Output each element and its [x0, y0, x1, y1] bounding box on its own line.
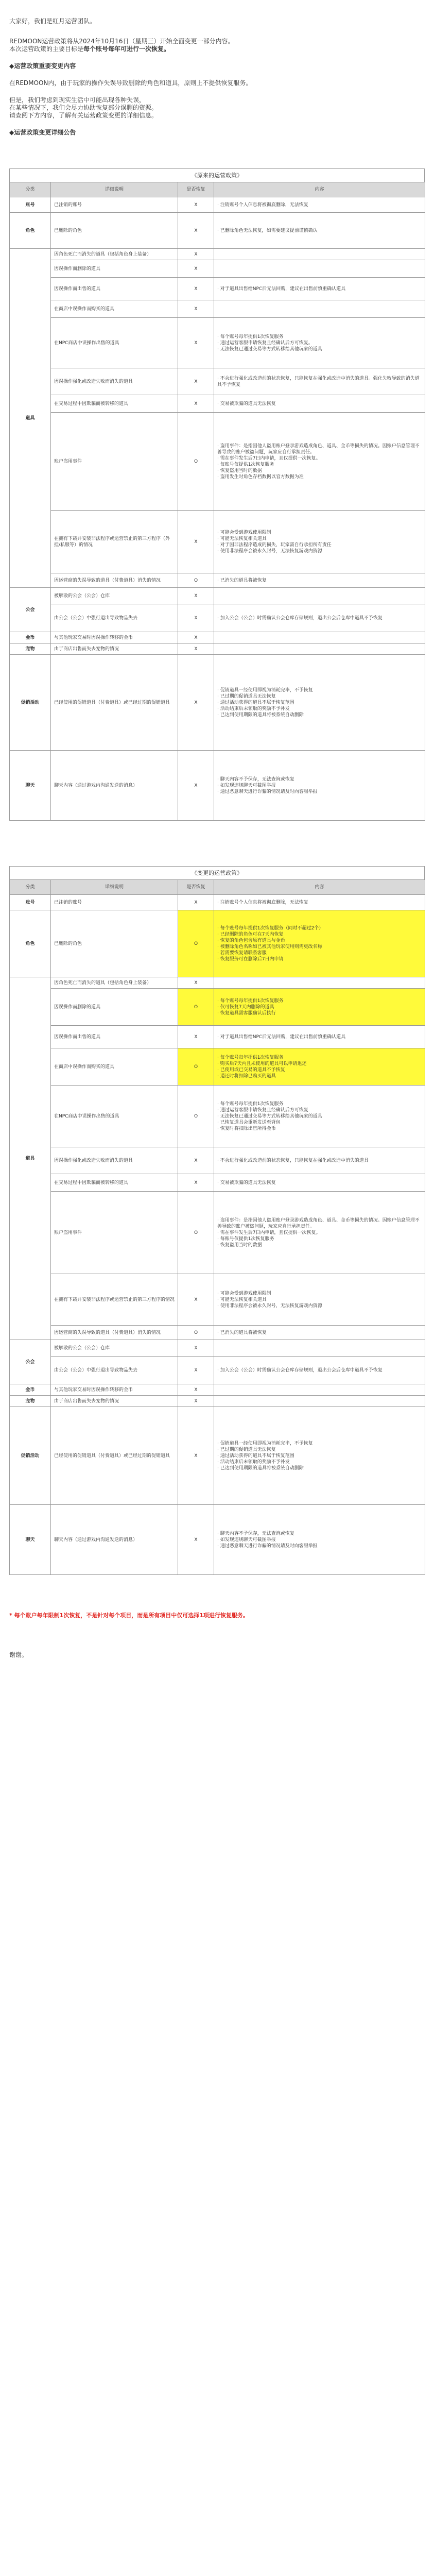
content-cell [214, 588, 425, 604]
content-cell: · 不会进行强化或改造前的状态恢复，只能恢复在强化或改造中消失的道具 [214, 1147, 425, 1174]
possible-cell: X [178, 1407, 214, 1505]
possible-cell: X [178, 632, 214, 643]
table-row [10, 1505, 425, 1575]
detail-cell: 因误操作而出售的道具 [51, 1026, 178, 1048]
table-row [10, 395, 425, 413]
detail-cell: 由公会（公会）中强行退出导致物品失去 [51, 1357, 178, 1384]
detail-cell: 因误操作而删除的道具 [51, 989, 178, 1026]
category-cell: 公会 [10, 588, 51, 632]
detail-cell: 在拥有下载并安装非法程序或运营禁止的第三方程序（外挂/私服等）的情况 [51, 511, 178, 573]
detail-cell: 因运营商的失误导致的道具（付费道具）消失的情况 [51, 1326, 178, 1340]
possible-cell: X [178, 395, 214, 413]
table-row [10, 895, 425, 910]
category-cell: 角色 [10, 213, 51, 249]
detail-cell: 在NPC商店中误操作出售的道具 [51, 1086, 178, 1147]
footer-note: * 每个账户每年限制1次恢复，不是针对每个项目，而是所有项目中仅可选择1项进行恢复服务。 [9, 1612, 249, 1619]
possible-cell: O [178, 413, 214, 511]
content-cell [214, 643, 425, 655]
possible-cell: X [178, 318, 214, 368]
table-row [10, 249, 425, 260]
content-cell [214, 632, 425, 643]
possible-cell: X [178, 249, 214, 260]
table-row [10, 318, 425, 368]
table-row [10, 1326, 425, 1340]
intro-line-2-bold: 每个账号每年可进行一次恢复。 [83, 45, 170, 53]
table-row [10, 1407, 425, 1505]
possible-cell: X [178, 260, 214, 278]
table-row [10, 1147, 425, 1174]
possible-cell: O [178, 989, 214, 1026]
table-row [10, 1192, 425, 1274]
possible-cell: X [178, 977, 214, 989]
table-row [10, 197, 425, 213]
table-row [10, 1026, 425, 1048]
detail-cell: 已注销的账号 [51, 895, 178, 910]
category-cell: 聊天 [10, 751, 51, 821]
table-header-row [10, 182, 425, 197]
detail-cell: 因误操作而删除的道具 [51, 260, 178, 278]
content-cell: · 每个账号每年提供1次恢复服务（同时不超过2个） · 已经删除的角色可在7天内恢复 · 恢复的角色包含原有道具与金币 · 被删除角色名称如已被其他玩家使用则需更改名称 · 若需要恢复请联系客服 · 恢复服务可在删除后7日内申请 [214, 910, 425, 977]
col-content: 内容 [214, 182, 425, 197]
possible-cell: X [178, 1174, 214, 1192]
detail-cell: 在商店中误操作而购买的道具 [51, 300, 178, 318]
detail-cell: 账户盗用事件 [51, 1192, 178, 1274]
content-cell: · 加入公会（公会）时需确认公会仓库存储规则，退出公会后仓库中道具不予恢复 [214, 1357, 425, 1384]
possible-cell: X [178, 604, 214, 632]
col-possible: 是否恢复 [178, 182, 214, 197]
col-content: 内容 [214, 880, 425, 895]
content-cell: · 交易被欺骗的道具无法恢复 [214, 395, 425, 413]
intro-line-2-a: 本次运营政策的主要目标是 [9, 45, 84, 53]
table-row [10, 655, 425, 751]
table-row [10, 588, 425, 604]
table-row [10, 1340, 425, 1357]
detail-cell: 在交易过程中因欺骗而被转移的道具 [51, 1174, 178, 1192]
possible-cell: X [178, 213, 214, 249]
new-policy-table [9, 879, 425, 1575]
content-cell: · 每个账号每年提供1次恢复服务 · 通过运营客服申请恢复且经确认后方可恢复。 · 无法恢复已通过交易等方式转移给其他玩家的道具 [214, 318, 425, 368]
category-cell: 聊天 [10, 1505, 51, 1575]
new-policy-caption: 《变更的运营政策》 [9, 866, 425, 879]
table-row [10, 368, 425, 395]
category-cell: 道具 [10, 977, 51, 1340]
detail-cell: 与其他玩家交易时因误操作转移的金币 [51, 1384, 178, 1396]
possible-cell: X [178, 588, 214, 604]
table-row [10, 1086, 425, 1147]
possible-cell: O [178, 573, 214, 588]
table-row [10, 1274, 425, 1326]
content-cell [214, 260, 425, 278]
intro-section [0, 0, 434, 137]
detail-cell: 在交易过程中因欺骗而被转移的道具 [51, 395, 178, 413]
col-detail: 详细说明 [51, 880, 178, 895]
possible-cell: X [178, 655, 214, 751]
table-row [10, 213, 425, 249]
possible-cell: X [178, 1384, 214, 1396]
heading-important-changes: ◆运营政策重要变更内容 [9, 62, 76, 70]
detail-cell: 在NPC商店中误操作出售的道具 [51, 318, 178, 368]
table-row [10, 260, 425, 278]
content-cell: · 每个账号每年提供1次恢复服务 · 仅可恢复7天内删除的道具 · 恢复道具需客服确认后执行 [214, 989, 425, 1026]
col-detail: 详细说明 [51, 182, 178, 197]
content-cell: · 盗用事件：是指因他人盗用账户登录游戏造成角色、道具、金币等损失的情况。因账户信息管理不善导致的账户被盗问题，玩家应自行承担责任。 · 需在事件发生后7日内申请，且仅提供一次恢复。 · 每账号仅提供1次恢复服务 · 恢复盗用当时的数据 · 盗用发生时角色存档数据以官方数据为准 [214, 413, 425, 511]
footer-thanks: 谢谢。 [9, 1651, 28, 1658]
table-row [10, 1396, 425, 1407]
table-row [10, 1174, 425, 1192]
content-cell: · 每个账号每年提供1次恢复服务 · 购买后7天内且未使用的道具可以申请退还 · 已使用或已交易的道具不予恢复 · 退还时将扣除已购买的道具 [214, 1048, 425, 1086]
possible-cell: X [178, 1340, 214, 1357]
possible-cell: X [178, 511, 214, 573]
detail-cell: 已经使用的促销道具（付费道具）或已经过期的促销道具 [51, 655, 178, 751]
content-cell: · 交易被欺骗的道具无法恢复 [214, 1174, 425, 1192]
content-cell [214, 300, 425, 318]
possible-cell: O [178, 910, 214, 977]
possible-cell: X [178, 643, 214, 655]
content-cell: · 盗用事件：是指因他人盗用账户登录游戏造成角色、道具、金币等损失的情况。因账户信息管理不善导致的账户被盗问题，玩家应自行承担责任。 · 需在事件发生后7日内申请，且仅提供一次恢复。 · 每账号仅提供1次恢复服务 · 恢复盗用当时的数据 [214, 1192, 425, 1274]
table-row [10, 1048, 425, 1086]
category-cell: 金币 [10, 1384, 51, 1396]
table-row [10, 604, 425, 632]
detail-cell: 被解散的公会（公会）仓库 [51, 588, 178, 604]
detail-cell: 由于商店出售而失去宠物的情况 [51, 1396, 178, 1407]
detail-cell: 聊天内容（通过游戏内沟通发送的消息） [51, 751, 178, 821]
content-cell: · 促销道具一经使用即视为消耗完毕，不予恢复 · 已过期的促销道具无法恢复 · 通过活动获得的道具不属于恢复范围 · 活动结束后未领取的奖励不予补发 · 已达到使用期限的道具将被系统自动删除 [214, 1407, 425, 1505]
table-row [10, 1357, 425, 1384]
possible-cell: X [178, 751, 214, 821]
possible-cell: X [178, 1147, 214, 1174]
detail-cell: 因误操作强化或改造失败而消失的道具 [51, 1147, 178, 1174]
possible-cell: X [178, 197, 214, 213]
category-cell: 宠物 [10, 1396, 51, 1407]
category-cell: 角色 [10, 910, 51, 977]
table-row [10, 573, 425, 588]
possible-cell: O [178, 1086, 214, 1147]
possible-cell: X [178, 1505, 214, 1575]
content-cell [214, 977, 425, 989]
possible-cell: X [178, 368, 214, 395]
possible-cell: O [178, 1192, 214, 1274]
intro-line-2 [9, 45, 425, 53]
greeting: 大家好，我们是红月运营团队。 [9, 18, 96, 25]
possible-cell: X [178, 1357, 214, 1384]
table-row [10, 300, 425, 318]
detail-cell: 因角色死亡而消失的道具（包括角色身上装备） [51, 249, 178, 260]
content-cell: · 聊天内容不予保存，无法查询或恢复 · 如发现违规聊天可截图举报 · 通过恶意聊天进行诈骗的情况请及时向客服举报 [214, 751, 425, 821]
category-cell: 道具 [10, 249, 51, 588]
table-row [10, 278, 425, 300]
col-category: 分类 [10, 182, 51, 197]
content-cell: · 已删除角色无法恢复，如需要建议提前谨慎确认 [214, 213, 425, 249]
category-cell: 账号 [10, 895, 51, 910]
detail-cell: 已经使用的促销道具（付费道具）或已经过期的促销道具 [51, 1407, 178, 1505]
detail-cell: 已删除的角色 [51, 213, 178, 249]
table-row [10, 1384, 425, 1396]
detail-cell: 因运营商的失误导致的道具（付费道具）消失的情况 [51, 573, 178, 588]
content-cell: · 已消失的道具将被恢复 [214, 573, 425, 588]
old-policy-table [9, 182, 425, 821]
category-cell: 宠物 [10, 643, 51, 655]
content-cell [214, 249, 425, 260]
possible-cell: O [178, 1326, 214, 1340]
table-header-row [10, 880, 425, 895]
category-cell: 金币 [10, 632, 51, 643]
table-row [10, 511, 425, 573]
intro-para-1: 在REDMOON内，由于玩家的操作失误导致删除的角色和道具，原则上不提供恢复服务。 [9, 79, 252, 87]
category-cell: 账号 [10, 197, 51, 213]
possible-cell: X [178, 1274, 214, 1326]
old-policy-caption: 《原来的运营政策》 [9, 168, 425, 182]
detail-cell: 由公会（公会）中强行退出导致物品失去 [51, 604, 178, 632]
table-row [10, 632, 425, 643]
table-row [10, 989, 425, 1026]
content-cell: · 可能会受到游戏使用限制 · 可能无法恢复相关道具 · 对于因非法程序造成的损失，玩家需自行承担所有责任 · 使用非法程序会被永久封号，无法恢复游戏内资源 [214, 511, 425, 573]
category-cell: 促销活动 [10, 1407, 51, 1505]
possible-cell: O [178, 1048, 214, 1086]
table-row [10, 413, 425, 511]
possible-cell: X [178, 300, 214, 318]
possible-cell: X [178, 895, 214, 910]
content-cell: · 聊天内容不予保存，无法查询或恢复 · 如发现违规聊天可截图举报 · 通过恶意聊天进行诈骗的情况请及时向客服举报 [214, 1505, 425, 1575]
possible-cell: X [178, 278, 214, 300]
table-row [10, 643, 425, 655]
table-row [10, 751, 425, 821]
col-category: 分类 [10, 880, 51, 895]
content-cell: · 加入公会（公会）时需确认公会仓库存储规则，退出公会后仓库中道具不予恢复 [214, 604, 425, 632]
detail-cell: 在商店中误操作而购买的道具 [51, 1048, 178, 1086]
content-cell: · 已消失的道具将被恢复 [214, 1326, 425, 1340]
detail-cell: 被解散的公会（公会）仓库 [51, 1340, 178, 1357]
detail-cell: 聊天内容（通过游戏内沟通发送的消息） [51, 1505, 178, 1575]
col-possible: 是否恢复 [178, 880, 214, 895]
detail-cell: 因误操作而出售的道具 [51, 278, 178, 300]
content-cell: · 不会进行强化或改造前的状态恢复，只能恢复在强化或改造中消失的道具。强化失败导致的消失道具不予恢复 [214, 368, 425, 395]
detail-cell: 在拥有下载并安装非法程序或运营禁止的第三方程序的情况 [51, 1274, 178, 1326]
content-cell: · 对于道具出售给NPC后无法回购，建议在出售前慎重确认道具 [214, 278, 425, 300]
content-cell: · 促销道具一经使用即视为消耗完毕，不予恢复 · 已过期的促销道具无法恢复 · 通过活动获得的道具不属于恢复范围 · 活动结束后未领取的奖励不予补发 · 已达到使用期限的道具将被系统自动删除 [214, 655, 425, 751]
content-cell: · 注销账号个人信息将被彻底删除，无法恢复 [214, 197, 425, 213]
intro-para-2-line-2: 在某些情况下，我们会尽力协助恢复部分误删的资源。 [9, 104, 158, 111]
content-cell [214, 1384, 425, 1396]
content-cell [214, 1340, 425, 1357]
detail-cell: 与其他玩家交易时因误操作转移的金币 [51, 632, 178, 643]
intro-para-2-line-1: 但是，我们考虑到现实生活中可能出现各种失误， [9, 96, 146, 104]
content-cell: · 对于道具出售给NPC后无法回购，建议在出售前慎重确认道具 [214, 1026, 425, 1048]
intro-para-2-line-3: 请查阅下方内容，了解有关运营政策变更的详细信息。 [9, 112, 158, 119]
detail-cell: 因角色死亡而消失的道具（包括角色身上装备） [51, 977, 178, 989]
category-cell: 公会 [10, 1340, 51, 1384]
table-row [10, 977, 425, 989]
intro-line-1: REDMOON运营政策将从2024年10月16日（星期三）开始全面变更一部分内容。 [9, 38, 234, 45]
possible-cell: X [178, 1396, 214, 1407]
possible-cell: X [178, 1026, 214, 1048]
heading-detail-notice: ◆运营政策变更详细公告 [9, 129, 76, 136]
detail-cell: 已注销的账号 [51, 197, 178, 213]
content-cell [214, 1396, 425, 1407]
content-cell: · 可能会受到游戏使用限制 · 可能无法恢复相关道具 · 使用非法程序会被永久封号，无法恢复游戏内资源 [214, 1274, 425, 1326]
content-cell: · 每个账号每年提供1次恢复服务 · 通过运营客服申请恢复且经确认后方可恢复 · 无法恢复已通过交易等方式转移给其他玩家的道具 · 已恢复道具会重新发送至背包 · 恢复时将扣除出售所得金币 [214, 1086, 425, 1147]
detail-cell: 由于商店出售而失去宠物的情况 [51, 643, 178, 655]
content-cell: · 注销账号个人信息将被彻底删除，无法恢复 [214, 895, 425, 910]
detail-cell: 账户盗用事件 [51, 413, 178, 511]
detail-cell: 已删除的角色 [51, 910, 178, 977]
table-row [10, 910, 425, 977]
category-cell: 促销活动 [10, 655, 51, 751]
detail-cell: 因误操作强化或改造失败而消失的道具 [51, 368, 178, 395]
